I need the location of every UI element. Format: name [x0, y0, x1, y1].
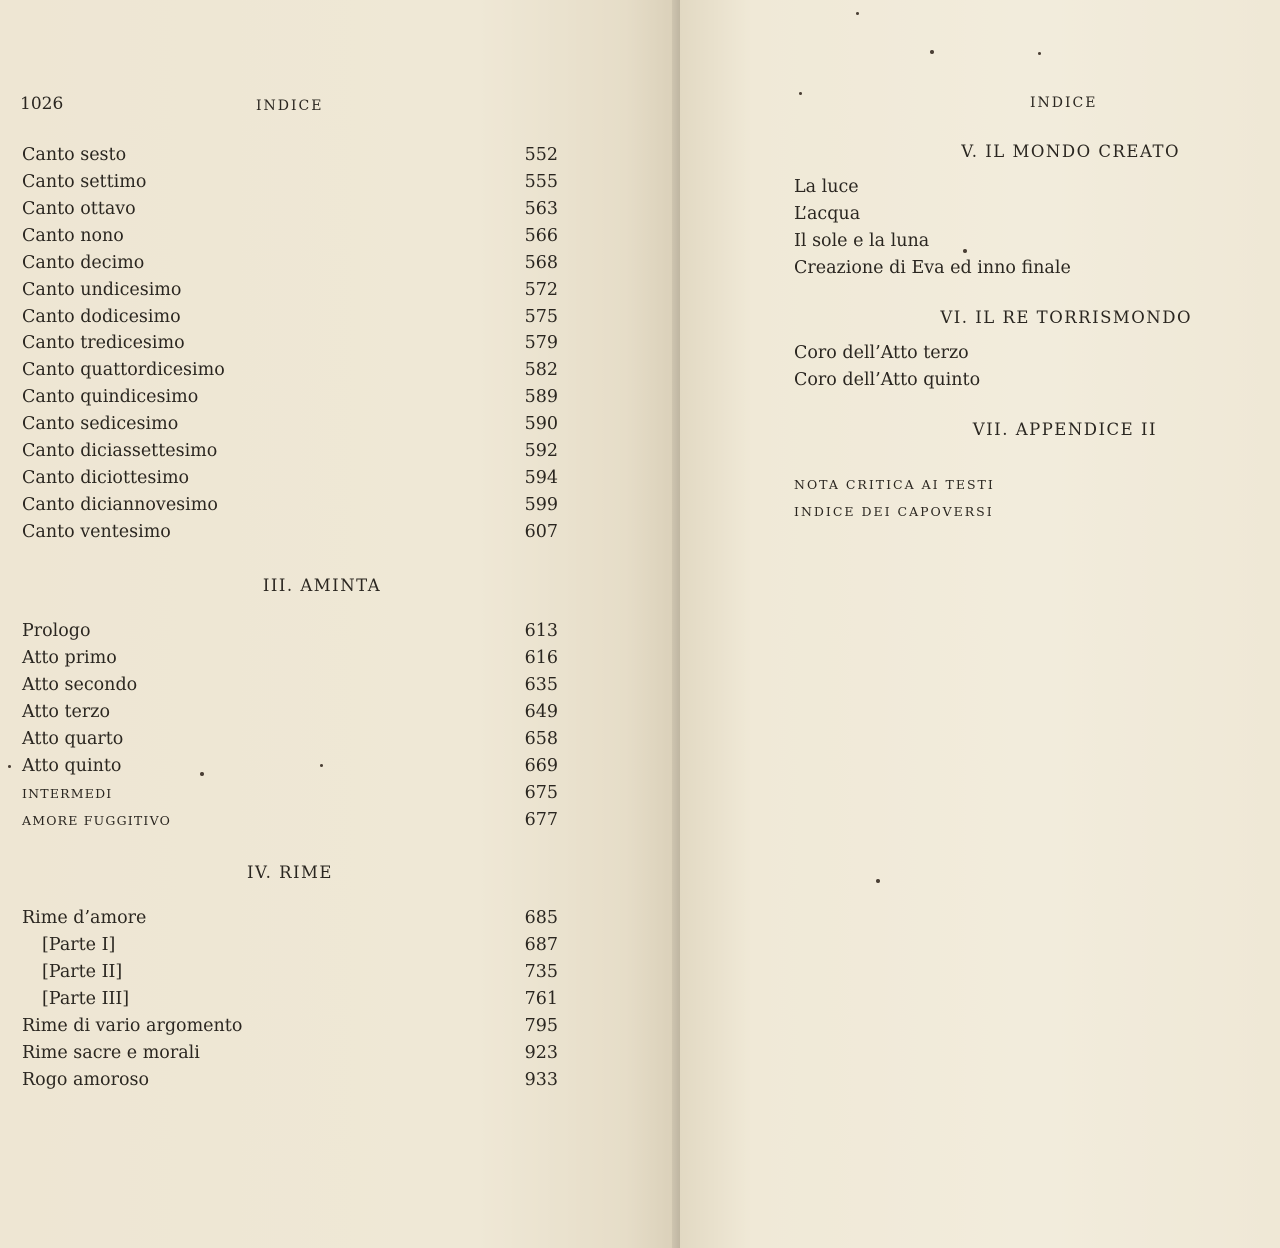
- running-header: INDICE: [1030, 95, 1098, 111]
- section-heading: VI. IL RE TORRISMONDO: [940, 308, 1192, 327]
- entry-title: Canto diciannovesimo: [22, 495, 218, 515]
- entry-title: Canto decimo: [22, 253, 145, 273]
- entry-page: 735: [524, 962, 558, 982]
- toc-entry: [22, 250, 558, 277]
- entry-page: 685: [524, 908, 558, 928]
- toc-entry: [22, 519, 558, 546]
- entry-title: Atto primo: [22, 648, 117, 668]
- toc-entry: [22, 223, 558, 250]
- toc-entry: [22, 753, 558, 780]
- toc-entry: [22, 304, 558, 331]
- toc-entry: [22, 807, 558, 834]
- entry-page: 566: [524, 226, 558, 246]
- entry-title: Atto secondo: [22, 675, 138, 695]
- paper-speck: [8, 765, 11, 768]
- entry-page: 572: [524, 280, 558, 300]
- entry-page: 687: [524, 935, 558, 955]
- toc-entry: Creazione di Eva ed inno finale: [794, 258, 1071, 278]
- entry-page: 761: [524, 989, 558, 1009]
- entry-title: Canto quindicesimo: [22, 387, 199, 407]
- paper-speck: [799, 92, 802, 95]
- toc-entry: [22, 196, 558, 223]
- entry-page: 649: [524, 702, 558, 722]
- entry-page: 635: [524, 675, 558, 695]
- toc-entry: [22, 169, 558, 196]
- entry-page: 613: [524, 621, 558, 641]
- toc-entry: [22, 465, 558, 492]
- entry-title: Canto ottavo: [22, 199, 136, 219]
- entry-title: Rime di vario argomento: [22, 1016, 243, 1036]
- right-page: [680, 0, 1280, 1248]
- section-heading: VII. APPENDICE II: [972, 420, 1157, 439]
- entry-page: 568: [524, 253, 558, 273]
- toc-entry: [22, 384, 558, 411]
- entry-title: AMORE FUGGITIVO: [22, 813, 172, 828]
- toc-entry: [22, 492, 558, 519]
- toc-entry: [22, 699, 558, 726]
- entry-title: Atto quinto: [22, 756, 122, 776]
- entry-page: 923: [524, 1043, 558, 1063]
- entry-title: Canto diciottesimo: [22, 468, 190, 488]
- toc-entry: [22, 986, 558, 1013]
- toc-entry: [22, 438, 558, 465]
- entry-page: 607: [524, 522, 558, 542]
- paper-speck: [200, 772, 204, 776]
- entry-title: Rime d’amore: [22, 908, 147, 928]
- entry-page: 675: [524, 783, 558, 803]
- section-heading: III. AMINTA: [262, 576, 382, 595]
- entry-title: Prologo: [22, 621, 91, 641]
- toc-entry: [22, 1013, 558, 1040]
- entry-title: INTERMEDI: [22, 786, 113, 801]
- entry-page: 590: [524, 414, 558, 434]
- entry-title: Atto terzo: [22, 702, 111, 722]
- entry-title: [Parte III]: [42, 989, 130, 1009]
- entry-page: 555: [524, 172, 558, 192]
- toc-entry: [22, 411, 558, 438]
- entry-page: 582: [524, 360, 558, 380]
- section-heading: IV. RIME: [247, 863, 333, 882]
- toc-entry: Coro dell’Atto quinto: [794, 370, 981, 390]
- toc-entry: [22, 726, 558, 753]
- toc-entry: Coro dell’Atto terzo: [794, 343, 969, 363]
- entry-page: 594: [524, 468, 558, 488]
- toc-entry: L’acqua: [794, 204, 861, 224]
- entry-title: Rogo amoroso: [22, 1070, 149, 1090]
- entry-title: Canto dodicesimo: [22, 307, 181, 327]
- paper-speck: [963, 249, 967, 253]
- toc-entry: INDICE DEI CAPOVERSI: [794, 504, 994, 519]
- toc-entry: [22, 780, 558, 807]
- toc-entry: [22, 357, 558, 384]
- toc-entry: [22, 142, 558, 169]
- toc-entry: [22, 618, 558, 645]
- entry-title: Canto undicesimo: [22, 280, 182, 300]
- entry-page: 552: [524, 145, 558, 165]
- entry-page: 658: [524, 729, 558, 749]
- entry-title: Canto quattordicesimo: [22, 360, 225, 380]
- toc-entry: [22, 1040, 558, 1067]
- running-header: INDICE: [256, 98, 324, 114]
- toc-entry: [22, 645, 558, 672]
- paper-speck: [320, 764, 323, 767]
- entry-page: 616: [524, 648, 558, 668]
- paper-speck: [856, 12, 859, 15]
- entry-page: 933: [524, 1070, 558, 1090]
- toc-entry: [22, 330, 558, 357]
- entry-page: 589: [524, 387, 558, 407]
- entry-page: 579: [524, 333, 558, 353]
- toc-entry: La luce: [794, 177, 859, 197]
- entry-page: 669: [524, 756, 558, 776]
- toc-entry: [22, 1067, 558, 1094]
- entry-page: 575: [524, 307, 558, 327]
- entry-title: Atto quarto: [22, 729, 124, 749]
- entry-title: [Parte I]: [42, 935, 116, 955]
- toc-entry: [22, 277, 558, 304]
- entry-title: Canto sedicesimo: [22, 414, 179, 434]
- entry-title: [Parte II]: [42, 962, 123, 982]
- entry-page: 795: [524, 1016, 558, 1036]
- paper-speck: [1038, 52, 1041, 55]
- page-number: 1026: [20, 94, 64, 114]
- entry-title: Canto nono: [22, 226, 124, 246]
- section-heading: V. IL MONDO CREATO: [961, 142, 1180, 161]
- entry-title: Canto diciassettesimo: [22, 441, 218, 461]
- entry-title: Canto tredicesimo: [22, 333, 185, 353]
- entry-page: 592: [524, 441, 558, 461]
- toc-entry: [22, 905, 558, 932]
- toc-entry: Il sole e la luna: [794, 231, 930, 251]
- toc-entry: [22, 959, 558, 986]
- paper-speck: [876, 879, 880, 883]
- entry-page: 563: [524, 199, 558, 219]
- paper-speck: [930, 50, 934, 54]
- entry-title: Canto settimo: [22, 172, 147, 192]
- toc-entry: [22, 932, 558, 959]
- entry-page: 599: [524, 495, 558, 515]
- toc-entry: NOTA CRITICA AI TESTI: [794, 477, 995, 492]
- entry-page: 677: [524, 810, 558, 830]
- entry-title: Rime sacre e morali: [22, 1043, 200, 1063]
- entry-title: Canto ventesimo: [22, 522, 171, 542]
- entry-title: Canto sesto: [22, 145, 127, 165]
- toc-entry: [22, 672, 558, 699]
